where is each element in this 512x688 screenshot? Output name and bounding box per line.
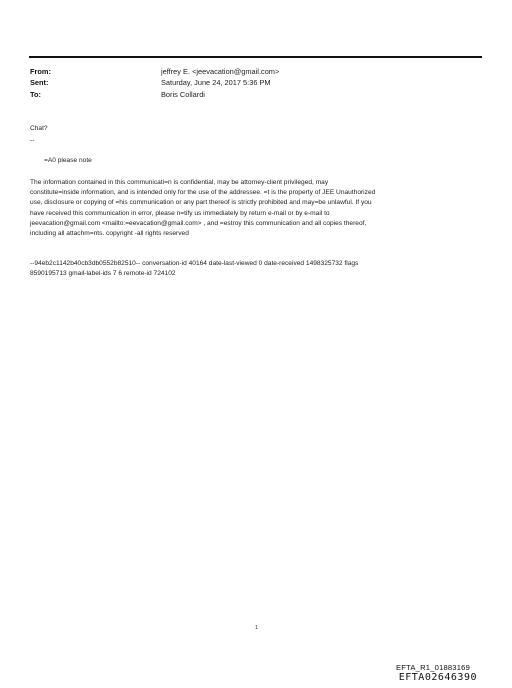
sent-label: Sent:: [30, 78, 49, 87]
body-dashes: --: [30, 137, 35, 144]
confidentiality-disclaimer: The information contained in this communicati=n is confidential, may be attorney-client privileged, may constitute=inside information, and is intended only for the use of the addressee. =t is the property of JEE Unauthorized use, disclosure or copying of =his communication or any part thereof is strictly prohibited and may=be unlawful. If you have received this communication in error, please n=tify us immediately by return e-mail or by e-mail to jeevacation@gmail.com <mailto:=eevacation@gmail.com> , and =estroy this communication and all copies thereof, including all attachm=nts. copyright -all rights reserved: [30, 179, 376, 238]
bates-id-large: EFTA02646390: [398, 672, 477, 683]
message-metadata: --94eb2c1142b40cb3db0552b82510-- conversation-id 40164 date-last-viewed 0 date-received 1498325732 flags 8590195713 gmail-label-ids 7 6 remote-id 724102: [30, 260, 359, 278]
from-value: jeffrey E. <jeevacation@gmail.com>: [161, 67, 280, 76]
to-value: Boris Collardi: [161, 90, 205, 99]
body-chat: Chat?: [30, 125, 48, 132]
header-divider: [29, 56, 482, 58]
body-note: =A0 please note: [44, 157, 92, 164]
from-label: From:: [30, 67, 51, 76]
bates-id-small: EFTA_R1_01883169: [396, 663, 470, 672]
page-number: 1: [255, 625, 259, 631]
to-label: To:: [30, 90, 41, 99]
sent-value: Saturday, June 24, 2017 5:36 PM: [161, 78, 271, 87]
